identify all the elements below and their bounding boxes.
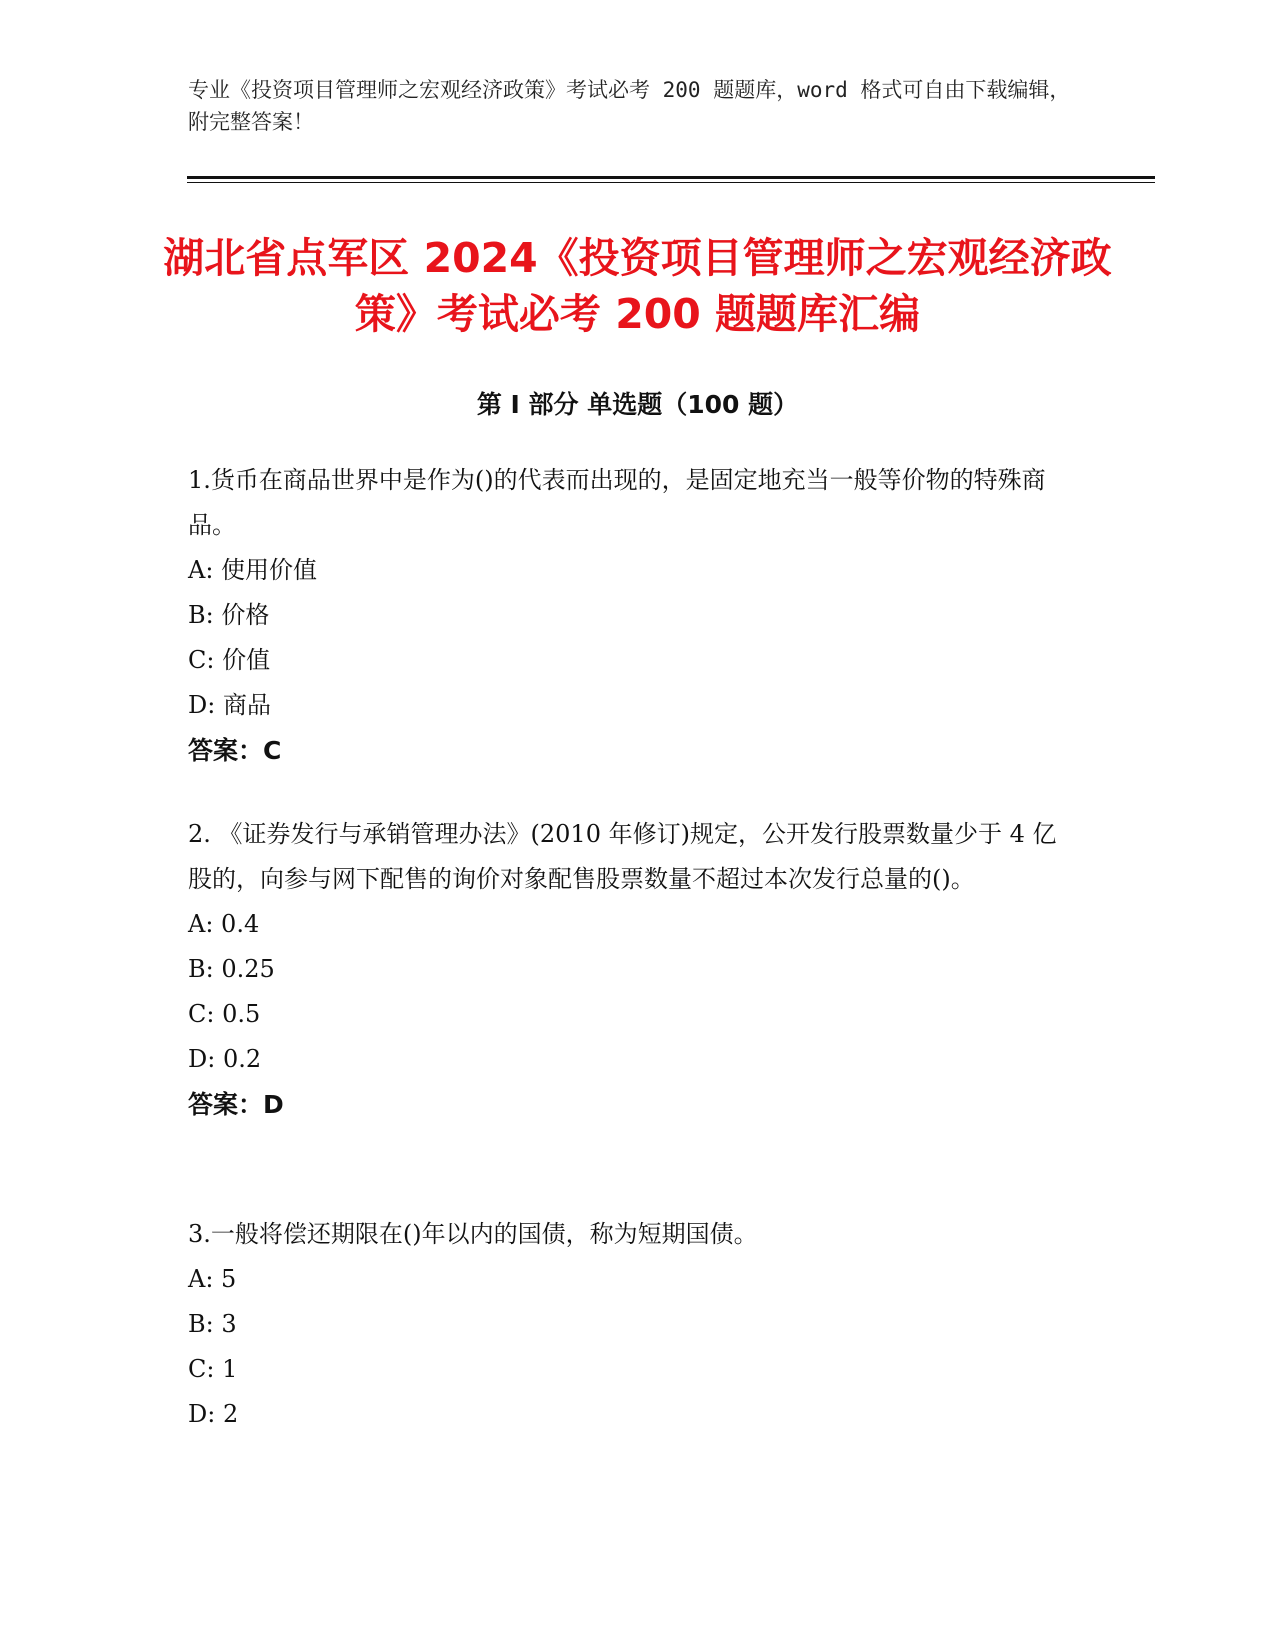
answer: 答案：D — [188, 1090, 284, 1119]
option-b: B: 3 — [188, 1310, 237, 1338]
question-stem: 3.一般将偿还期限在()年以内的国债，称为短期国债。 — [188, 1220, 758, 1248]
document-title: 湖北省点军区 2024《投资项目管理师之宏观经济政策》考试必考 200 题题库汇编 — [163, 234, 1112, 338]
option-d: D: 2 — [188, 1400, 239, 1428]
question-stem: 2. 《证券发行与承销管理办法》(2010 年修订)规定，公开发行股票数量少于 4 亿股的，向参与网下配售的询价对象配售股票数量不超过本次发行总量的()。 — [188, 820, 1057, 893]
option-c: C: 0.5 — [188, 1000, 261, 1028]
option-d: D: 商品 — [188, 691, 271, 719]
question-stem: 1.货币在商品世界中是作为()的代表而出现的，是固定地充当一般等价物的特殊商品。 — [188, 466, 1046, 539]
option-b: B: 0.25 — [188, 955, 275, 983]
option-b: B: 价格 — [188, 601, 270, 629]
option-a: A: 使用价值 — [188, 556, 318, 584]
section-title: 第 I 部分 单选题（100 题） — [476, 390, 799, 419]
header-rule-thin — [187, 182, 1155, 183]
option-c: C: 1 — [188, 1355, 238, 1383]
option-d: D: 0.2 — [188, 1045, 262, 1073]
header-note: 专业《投资项目管理师之宏观经济政策》考试必考 200 题题库，word 格式可自由下载编辑，附完整答案！ — [188, 78, 1071, 134]
option-c: C: 价值 — [188, 646, 271, 674]
option-a: A: 5 — [188, 1265, 237, 1293]
answer: 答案：C — [188, 736, 282, 765]
header-rule-thick — [187, 176, 1155, 179]
question-1 — [188, 458, 1078, 773]
option-a: A: 0.4 — [188, 910, 260, 938]
question-3 — [188, 1212, 1078, 1437]
question-2 — [188, 812, 1078, 1127]
